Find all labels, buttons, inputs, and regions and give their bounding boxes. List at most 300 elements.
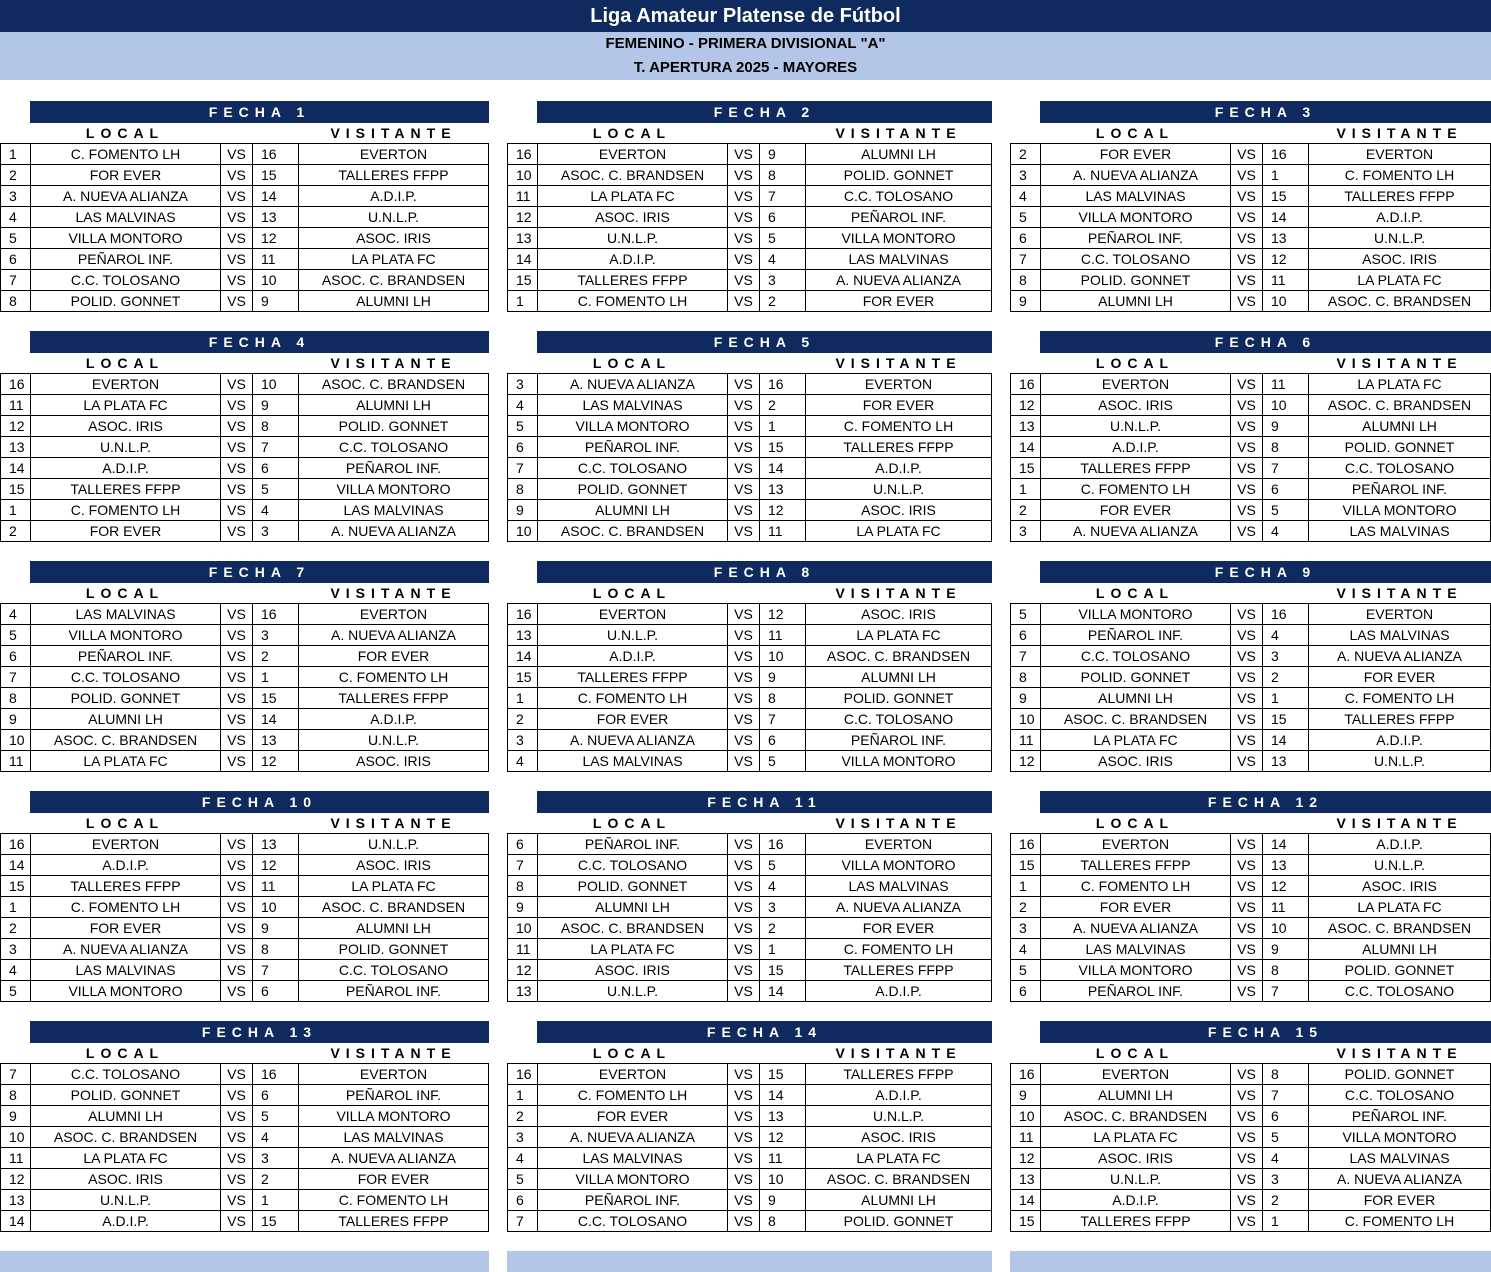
match-row	[1011, 730, 1491, 751]
local-number: 4	[1, 207, 31, 228]
match-row	[1011, 751, 1491, 772]
local-team: A.D.I.P.	[1041, 437, 1231, 458]
visitor-team: A. NUEVA ALIANZA	[1309, 646, 1491, 667]
visitor-number: 11	[760, 625, 806, 646]
visitor-team: U.N.L.P.	[299, 834, 489, 855]
visitor-team: ASOC. C. BRANDSEN	[299, 374, 489, 395]
match-row	[508, 270, 992, 291]
visitor-number: 1	[1263, 165, 1309, 186]
local-number: 3	[1, 186, 31, 207]
fecha-header	[1010, 101, 1491, 123]
visitor-number: 11	[1263, 270, 1309, 291]
local-team: LA PLATA FC	[538, 939, 728, 960]
visitor-number: 1	[1263, 1211, 1309, 1232]
vs-label: VS	[221, 500, 253, 521]
fecha-block	[1010, 561, 1491, 772]
match-row	[508, 144, 992, 165]
local-team: PEÑAROL INF.	[1041, 981, 1231, 1002]
local-team: C. FOMENTO LH	[1041, 479, 1231, 500]
local-team: ALUMNI LH	[1041, 1085, 1231, 1106]
visitor-team: U.N.L.P.	[299, 207, 489, 228]
match-row	[1011, 291, 1491, 312]
match-row	[1, 437, 489, 458]
visitor-team: ALUMNI LH	[806, 667, 992, 688]
local-number: 6	[508, 834, 538, 855]
vs-label: VS	[728, 625, 760, 646]
visitor-team: FOR EVER	[806, 291, 992, 312]
vs-label: VS	[221, 918, 253, 939]
visitor-team: LAS MALVINAS	[806, 876, 992, 897]
match-row	[1, 270, 489, 291]
visitor-number: 9	[760, 667, 806, 688]
match-row	[1011, 625, 1491, 646]
visitante-header: VISITANTE	[835, 125, 962, 141]
visitor-number: 2	[760, 291, 806, 312]
match-row	[1011, 876, 1491, 897]
local-number: 7	[1, 667, 31, 688]
visitor-number: 2	[253, 646, 299, 667]
visitor-number: 13	[253, 207, 299, 228]
fecha-block	[1010, 791, 1491, 1002]
local-number: 1	[1, 500, 31, 521]
local-team: LAS MALVINAS	[538, 395, 728, 416]
local-team: POLID. GONNET	[1041, 270, 1231, 291]
visitor-team: U.N.L.P.	[1309, 228, 1491, 249]
vs-label: VS	[221, 604, 253, 625]
visitor-team: LAS MALVINAS	[1309, 521, 1491, 542]
local-team: EVERTON	[31, 374, 221, 395]
match-row	[508, 479, 992, 500]
vs-label: VS	[1231, 437, 1263, 458]
local-team: U.N.L.P.	[31, 1190, 221, 1211]
visitor-team: ASOC. C. BRANDSEN	[806, 646, 992, 667]
local-team: C.C. TOLOSANO	[31, 1064, 221, 1085]
match-row	[1, 416, 489, 437]
local-team: VILLA MONTORO	[1041, 960, 1231, 981]
local-number: 7	[1, 270, 31, 291]
vs-label: VS	[221, 897, 253, 918]
match-table	[507, 833, 992, 1002]
visitor-team: ALUMNI LH	[1309, 939, 1491, 960]
local-number: 11	[1011, 730, 1041, 751]
local-number: 15	[508, 667, 538, 688]
local-number: 15	[1, 876, 31, 897]
vs-label: VS	[1231, 228, 1263, 249]
visitor-team: EVERTON	[1309, 604, 1491, 625]
local-number: 5	[1, 228, 31, 249]
visitor-team: FOR EVER	[806, 395, 992, 416]
local-number: 6	[508, 1190, 538, 1211]
local-team: TALLERES FFPP	[1041, 458, 1231, 479]
vs-label: VS	[1231, 855, 1263, 876]
visitor-number: 15	[1263, 709, 1309, 730]
vs-label: VS	[221, 1106, 253, 1127]
fecha-title: FECHA 8	[537, 561, 992, 583]
visitor-team: LA PLATA FC	[299, 249, 489, 270]
visitor-number: 13	[253, 834, 299, 855]
vs-label: VS	[728, 291, 760, 312]
local-header: LOCAL	[1095, 585, 1175, 601]
local-team: EVERTON	[1041, 834, 1231, 855]
match-row	[508, 688, 992, 709]
column-headers	[1010, 813, 1491, 833]
local-team: U.N.L.P.	[31, 437, 221, 458]
visitor-team: C. FOMENTO LH	[806, 939, 992, 960]
local-number: 2	[508, 1106, 538, 1127]
visitor-team: EVERTON	[299, 144, 489, 165]
local-number: 1	[508, 1085, 538, 1106]
match-row	[508, 960, 992, 981]
match-row	[508, 1064, 992, 1085]
vs-label: VS	[1231, 1106, 1263, 1127]
column-headers	[507, 123, 992, 143]
match-row	[1011, 416, 1491, 437]
local-number: 2	[1, 918, 31, 939]
fecha-title: FECHA 1	[30, 101, 489, 123]
local-number: 13	[1, 437, 31, 458]
local-team: A. NUEVA ALIANZA	[538, 1127, 728, 1148]
vs-label: VS	[728, 249, 760, 270]
local-number: 2	[1011, 897, 1041, 918]
vs-label: VS	[221, 458, 253, 479]
local-team: C. FOMENTO LH	[1041, 876, 1231, 897]
fecha-block	[507, 791, 992, 1002]
visitor-number: 14	[1263, 207, 1309, 228]
vs-label: VS	[221, 1169, 253, 1190]
visitor-number: 9	[1263, 939, 1309, 960]
visitor-team: A. NUEVA ALIANZA	[299, 521, 489, 542]
local-team: ASOC. IRIS	[1041, 751, 1231, 772]
local-team: FOR EVER	[31, 521, 221, 542]
fecha-title: FECHA 4	[30, 331, 489, 353]
match-row	[508, 876, 992, 897]
match-table	[1010, 373, 1491, 542]
vs-label: VS	[221, 625, 253, 646]
visitor-number: 6	[1263, 1106, 1309, 1127]
local-team: ASOC. IRIS	[31, 1169, 221, 1190]
match-table	[1010, 603, 1491, 772]
local-number: 15	[508, 270, 538, 291]
visitor-number: 12	[253, 228, 299, 249]
visitante-header: VISITANTE	[835, 815, 962, 831]
local-team: C.C. TOLOSANO	[538, 855, 728, 876]
vs-label: VS	[728, 521, 760, 542]
vs-label: VS	[728, 1127, 760, 1148]
page-title: Liga Amateur Platense de Fútbol	[0, 0, 1491, 32]
match-row	[508, 458, 992, 479]
fecha-title: FECHA 2	[537, 101, 992, 123]
vs-label: VS	[728, 646, 760, 667]
match-table	[507, 1063, 992, 1232]
vs-label: VS	[221, 374, 253, 395]
local-number: 11	[1, 751, 31, 772]
match-row	[1, 165, 489, 186]
local-number: 9	[1, 1106, 31, 1127]
local-number: 11	[1, 395, 31, 416]
visitor-team: FOR EVER	[1309, 667, 1491, 688]
vs-label: VS	[221, 751, 253, 772]
vs-label: VS	[221, 834, 253, 855]
visitor-team: LA PLATA FC	[299, 876, 489, 897]
match-row	[1011, 500, 1491, 521]
visitor-number: 6	[760, 207, 806, 228]
local-number: 9	[1, 709, 31, 730]
fecha-block	[0, 791, 489, 1002]
match-row	[1, 960, 489, 981]
visitor-team: C. FOMENTO LH	[1309, 688, 1491, 709]
vs-label: VS	[1231, 751, 1263, 772]
match-row	[508, 751, 992, 772]
visitor-team: LA PLATA FC	[806, 1148, 992, 1169]
vs-label: VS	[221, 730, 253, 751]
visitor-number: 10	[253, 270, 299, 291]
local-team: PEÑAROL INF.	[1041, 228, 1231, 249]
vs-label: VS	[1231, 918, 1263, 939]
match-row	[1, 186, 489, 207]
local-team: A. NUEVA ALIANZA	[31, 186, 221, 207]
local-team: ALUMNI LH	[538, 500, 728, 521]
vs-label: VS	[221, 270, 253, 291]
visitor-number: 9	[253, 395, 299, 416]
visitor-team: VILLA MONTORO	[806, 751, 992, 772]
local-number: 1	[508, 688, 538, 709]
vs-label: VS	[221, 1064, 253, 1085]
fecha-header	[1010, 791, 1491, 813]
match-row	[1, 981, 489, 1002]
fecha-title: FECHA 3	[1040, 101, 1491, 123]
vs-label: VS	[728, 1106, 760, 1127]
match-row	[508, 939, 992, 960]
vs-label: VS	[728, 1064, 760, 1085]
local-number: 3	[508, 730, 538, 751]
match-row	[1011, 374, 1491, 395]
local-team: TALLERES FFPP	[538, 270, 728, 291]
visitor-team: ASOC. IRIS	[299, 751, 489, 772]
visitor-number: 14	[760, 1085, 806, 1106]
fecha-block	[0, 1021, 489, 1232]
local-number: 2	[1011, 500, 1041, 521]
visitor-team: POLID. GONNET	[1309, 437, 1491, 458]
local-number: 5	[1011, 207, 1041, 228]
visitor-number: 1	[1263, 688, 1309, 709]
local-team: PEÑAROL INF.	[31, 646, 221, 667]
visitante-header: VISITANTE	[330, 1045, 457, 1061]
column-headers	[0, 123, 489, 143]
visitor-number: 4	[1263, 625, 1309, 646]
match-row	[1, 1190, 489, 1211]
visitor-number: 14	[1263, 730, 1309, 751]
local-team: ASOC. IRIS	[1041, 395, 1231, 416]
vs-label: VS	[221, 249, 253, 270]
fecha-header	[0, 561, 489, 583]
visitor-number: 6	[1263, 479, 1309, 500]
match-row	[1, 500, 489, 521]
local-team: A. NUEVA ALIANZA	[538, 730, 728, 751]
local-team: PEÑAROL INF.	[538, 437, 728, 458]
match-row	[1, 1148, 489, 1169]
visitor-number: 10	[253, 897, 299, 918]
subtitle-band	[0, 32, 1491, 80]
match-row	[1011, 228, 1491, 249]
local-team: ALUMNI LH	[31, 1106, 221, 1127]
local-team: A.D.I.P.	[31, 458, 221, 479]
visitor-number: 2	[760, 395, 806, 416]
visitor-number: 12	[1263, 249, 1309, 270]
vs-label: VS	[1231, 1127, 1263, 1148]
match-row	[508, 1190, 992, 1211]
visitor-number: 3	[253, 521, 299, 542]
local-number: 5	[1011, 604, 1041, 625]
vs-label: VS	[728, 1211, 760, 1232]
visitor-number: 7	[253, 437, 299, 458]
visitor-number: 7	[1263, 458, 1309, 479]
vs-label: VS	[728, 500, 760, 521]
visitor-team: POLID. GONNET	[1309, 960, 1491, 981]
match-row	[1, 876, 489, 897]
vs-label: VS	[1231, 646, 1263, 667]
visitor-team: ALUMNI LH	[299, 395, 489, 416]
match-table	[0, 603, 489, 772]
visitor-team: ASOC. IRIS	[806, 1127, 992, 1148]
local-team: FOR EVER	[538, 709, 728, 730]
match-row	[508, 918, 992, 939]
visitor-team: C. FOMENTO LH	[1309, 1211, 1491, 1232]
visitor-number: 5	[253, 479, 299, 500]
fecha-title: FECHA 12	[1040, 791, 1491, 813]
match-row	[508, 521, 992, 542]
local-number: 14	[1, 458, 31, 479]
visitor-number: 15	[760, 1064, 806, 1085]
visitor-number: 2	[253, 1169, 299, 1190]
column-headers	[0, 353, 489, 373]
local-team: C.C. TOLOSANO	[538, 1211, 728, 1232]
fecha-header	[0, 101, 489, 123]
fecha-header	[0, 1021, 489, 1043]
local-team: C. FOMENTO LH	[538, 688, 728, 709]
vs-label: VS	[221, 1127, 253, 1148]
visitor-number: 16	[1263, 604, 1309, 625]
local-team: LAS MALVINAS	[31, 207, 221, 228]
match-row	[1011, 479, 1491, 500]
visitor-team: ASOC. IRIS	[1309, 249, 1491, 270]
vs-label: VS	[221, 981, 253, 1002]
visitor-number: 12	[253, 855, 299, 876]
local-number: 12	[508, 960, 538, 981]
vs-label: VS	[1231, 521, 1263, 542]
match-row	[1, 897, 489, 918]
local-number: 16	[1011, 1064, 1041, 1085]
visitor-team: TALLERES FFPP	[806, 437, 992, 458]
local-team: A.D.I.P.	[538, 249, 728, 270]
visitor-number: 9	[760, 1190, 806, 1211]
match-row	[1011, 939, 1491, 960]
local-team: U.N.L.P.	[538, 981, 728, 1002]
visitor-number: 11	[253, 876, 299, 897]
visitor-team: TALLERES FFPP	[299, 1211, 489, 1232]
local-team: POLID. GONNET	[31, 688, 221, 709]
visitor-team: LAS MALVINAS	[1309, 625, 1491, 646]
visitor-team: C.C. TOLOSANO	[299, 437, 489, 458]
local-number: 7	[508, 855, 538, 876]
fecha-title: FECHA 10	[30, 791, 489, 813]
local-number: 4	[508, 1148, 538, 1169]
visitor-number: 9	[253, 918, 299, 939]
fecha-block	[0, 331, 489, 542]
local-team: TALLERES FFPP	[31, 876, 221, 897]
visitor-team: A. NUEVA ALIANZA	[299, 625, 489, 646]
visitor-team: ASOC. C. BRANDSEN	[299, 270, 489, 291]
visitor-number: 4	[253, 500, 299, 521]
match-row	[1011, 646, 1491, 667]
fecha-header	[1010, 561, 1491, 583]
local-number: 1	[1, 897, 31, 918]
local-header: LOCAL	[1095, 125, 1175, 141]
local-team: LA PLATA FC	[538, 186, 728, 207]
match-row	[508, 604, 992, 625]
vs-label: VS	[221, 144, 253, 165]
visitor-team: FOR EVER	[299, 646, 489, 667]
visitor-number: 3	[760, 270, 806, 291]
visitor-team: PEÑAROL INF.	[1309, 479, 1491, 500]
visitor-number: 6	[253, 458, 299, 479]
local-number: 5	[508, 416, 538, 437]
visitor-number: 5	[253, 1106, 299, 1127]
local-team: C.C. TOLOSANO	[31, 270, 221, 291]
match-row	[1011, 1169, 1491, 1190]
fecha-title: FECHA 7	[30, 561, 489, 583]
visitor-team: ASOC. C. BRANDSEN	[299, 897, 489, 918]
local-team: LAS MALVINAS	[538, 1148, 728, 1169]
fecha-title: FECHA 13	[30, 1021, 489, 1043]
match-row	[1, 688, 489, 709]
visitor-number: 4	[760, 876, 806, 897]
visitor-number: 9	[1263, 416, 1309, 437]
visitor-team: EVERTON	[806, 834, 992, 855]
visitor-number: 15	[760, 960, 806, 981]
local-number: 15	[1011, 458, 1041, 479]
visitor-team: EVERTON	[299, 1064, 489, 1085]
visitor-team: ASOC. IRIS	[1309, 876, 1491, 897]
local-number: 14	[508, 249, 538, 270]
match-row	[1011, 1106, 1491, 1127]
visitor-team: ASOC. IRIS	[806, 604, 992, 625]
visitor-number: 14	[1263, 834, 1309, 855]
visitor-team: C.C. TOLOSANO	[299, 960, 489, 981]
local-team: A. NUEVA ALIANZA	[1041, 918, 1231, 939]
local-team: LAS MALVINAS	[538, 751, 728, 772]
visitor-team: A.D.I.P.	[806, 458, 992, 479]
match-row	[1, 730, 489, 751]
local-team: LA PLATA FC	[31, 1148, 221, 1169]
visitor-team: POLID. GONNET	[299, 939, 489, 960]
visitor-number: 1	[253, 667, 299, 688]
local-team: A.D.I.P.	[538, 646, 728, 667]
vs-label: VS	[728, 709, 760, 730]
vs-label: VS	[1231, 207, 1263, 228]
visitor-team: A. NUEVA ALIANZA	[806, 897, 992, 918]
local-number: 16	[1, 374, 31, 395]
visitor-number: 15	[253, 165, 299, 186]
vs-label: VS	[728, 1190, 760, 1211]
local-team: FOR EVER	[31, 918, 221, 939]
local-number: 13	[508, 981, 538, 1002]
match-row	[1011, 395, 1491, 416]
visitor-team: LAS MALVINAS	[806, 249, 992, 270]
visitor-team: U.N.L.P.	[1309, 751, 1491, 772]
match-row	[1, 1085, 489, 1106]
visitor-team: LA PLATA FC	[1309, 270, 1491, 291]
visitor-team: A. NUEVA ALIANZA	[806, 270, 992, 291]
